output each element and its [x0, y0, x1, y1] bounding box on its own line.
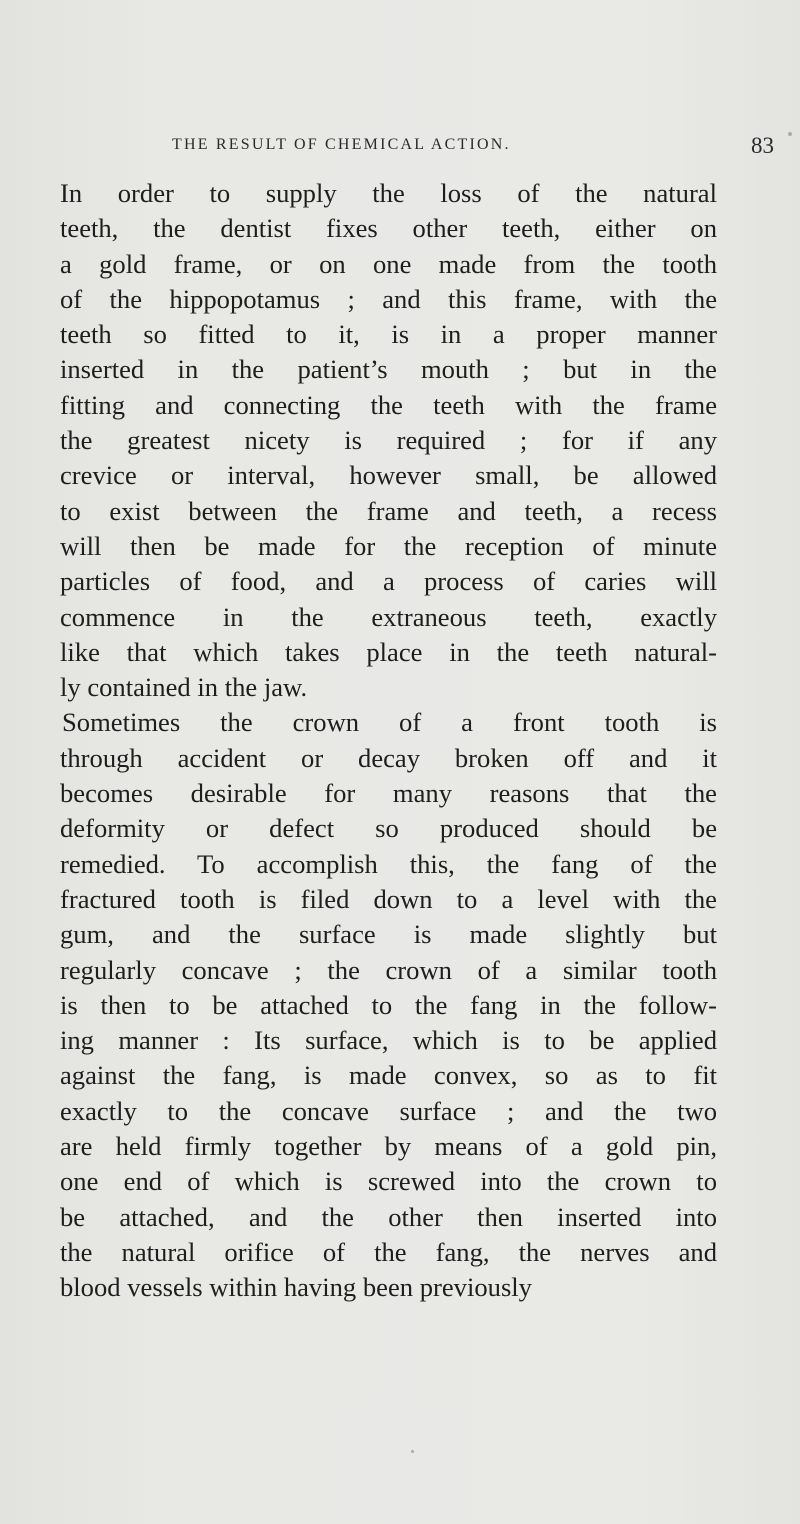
text-line: crevice or interval, however small, be allowed — [60, 460, 717, 491]
paper-speck — [788, 132, 792, 136]
text-line: ing manner : Its surface, which is to be applied — [60, 1025, 717, 1056]
text-line: a gold frame, or on one made from the tooth — [60, 248, 717, 279]
text-line: be attached, and the other then inserted into — [60, 1201, 717, 1232]
text-line: through accident or decay broken off and it — [60, 742, 717, 773]
text-line: fractured tooth is filed down to a level with the — [60, 883, 717, 914]
text-line: blood vessels within having been previously — [60, 1272, 532, 1303]
text-line: becomes desirable for many reasons that the — [60, 778, 717, 809]
text-line: teeth so fitted to it, is in a proper manner — [60, 319, 717, 350]
text-line: to exist between the frame and teeth, a recess — [60, 495, 717, 526]
text-line: fitting and connecting the teeth with the frame — [60, 389, 717, 420]
text-line: teeth, the dentist fixes other teeth, either on — [60, 213, 717, 244]
text-line: particles of food, and a process of caries will — [60, 566, 717, 597]
text-line: gum, and the surface is made slightly but — [60, 919, 717, 950]
text-line: In order to supply the loss of the natural — [60, 178, 717, 208]
text-line: commence in the extraneous teeth, exactly — [60, 601, 717, 632]
text-line: of the hippopotamus ; and this frame, with the — [60, 283, 717, 314]
text-line: deformity or defect so produced should be — [60, 813, 717, 844]
text-line: exactly to the concave surface ; and the two — [60, 1095, 717, 1126]
text-line: like that which takes place in the teeth natural- — [60, 636, 717, 667]
text-line: inserted in the patient’s mouth ; but in the — [60, 354, 717, 385]
paragraph-start-line: Sometimes the crown of a front tooth is — [62, 707, 717, 738]
running-head — [60, 133, 780, 166]
text-line: regularly concave ; the crown of a similar tooth — [60, 954, 717, 985]
text-line: the greatest nicety is required ; for if any — [60, 425, 717, 456]
body-text — [60, 176, 717, 1306]
text-line: the natural orifice of the fang, the nerves and — [60, 1236, 717, 1267]
paper-speck — [411, 1450, 414, 1453]
text-line: are held firmly together by means of a gold pin, — [60, 1131, 717, 1162]
paragraph-end-line: ly contained in the jaw. — [60, 672, 308, 703]
page-number: 83 — [751, 133, 774, 158]
text-line: one end of which is screwed into the crown to — [60, 1166, 717, 1197]
text-line: is then to be attached to the fang in the follow- — [60, 989, 717, 1020]
running-title: THE RESULT OF CHEMICAL ACTION. — [172, 136, 511, 153]
text-line: remedied. To accomplish this, the fang of the — [60, 848, 717, 879]
text-line: will then be made for the reception of minute — [60, 530, 717, 561]
text-line: against the fang, is made convex, so as to fit — [60, 1060, 717, 1091]
